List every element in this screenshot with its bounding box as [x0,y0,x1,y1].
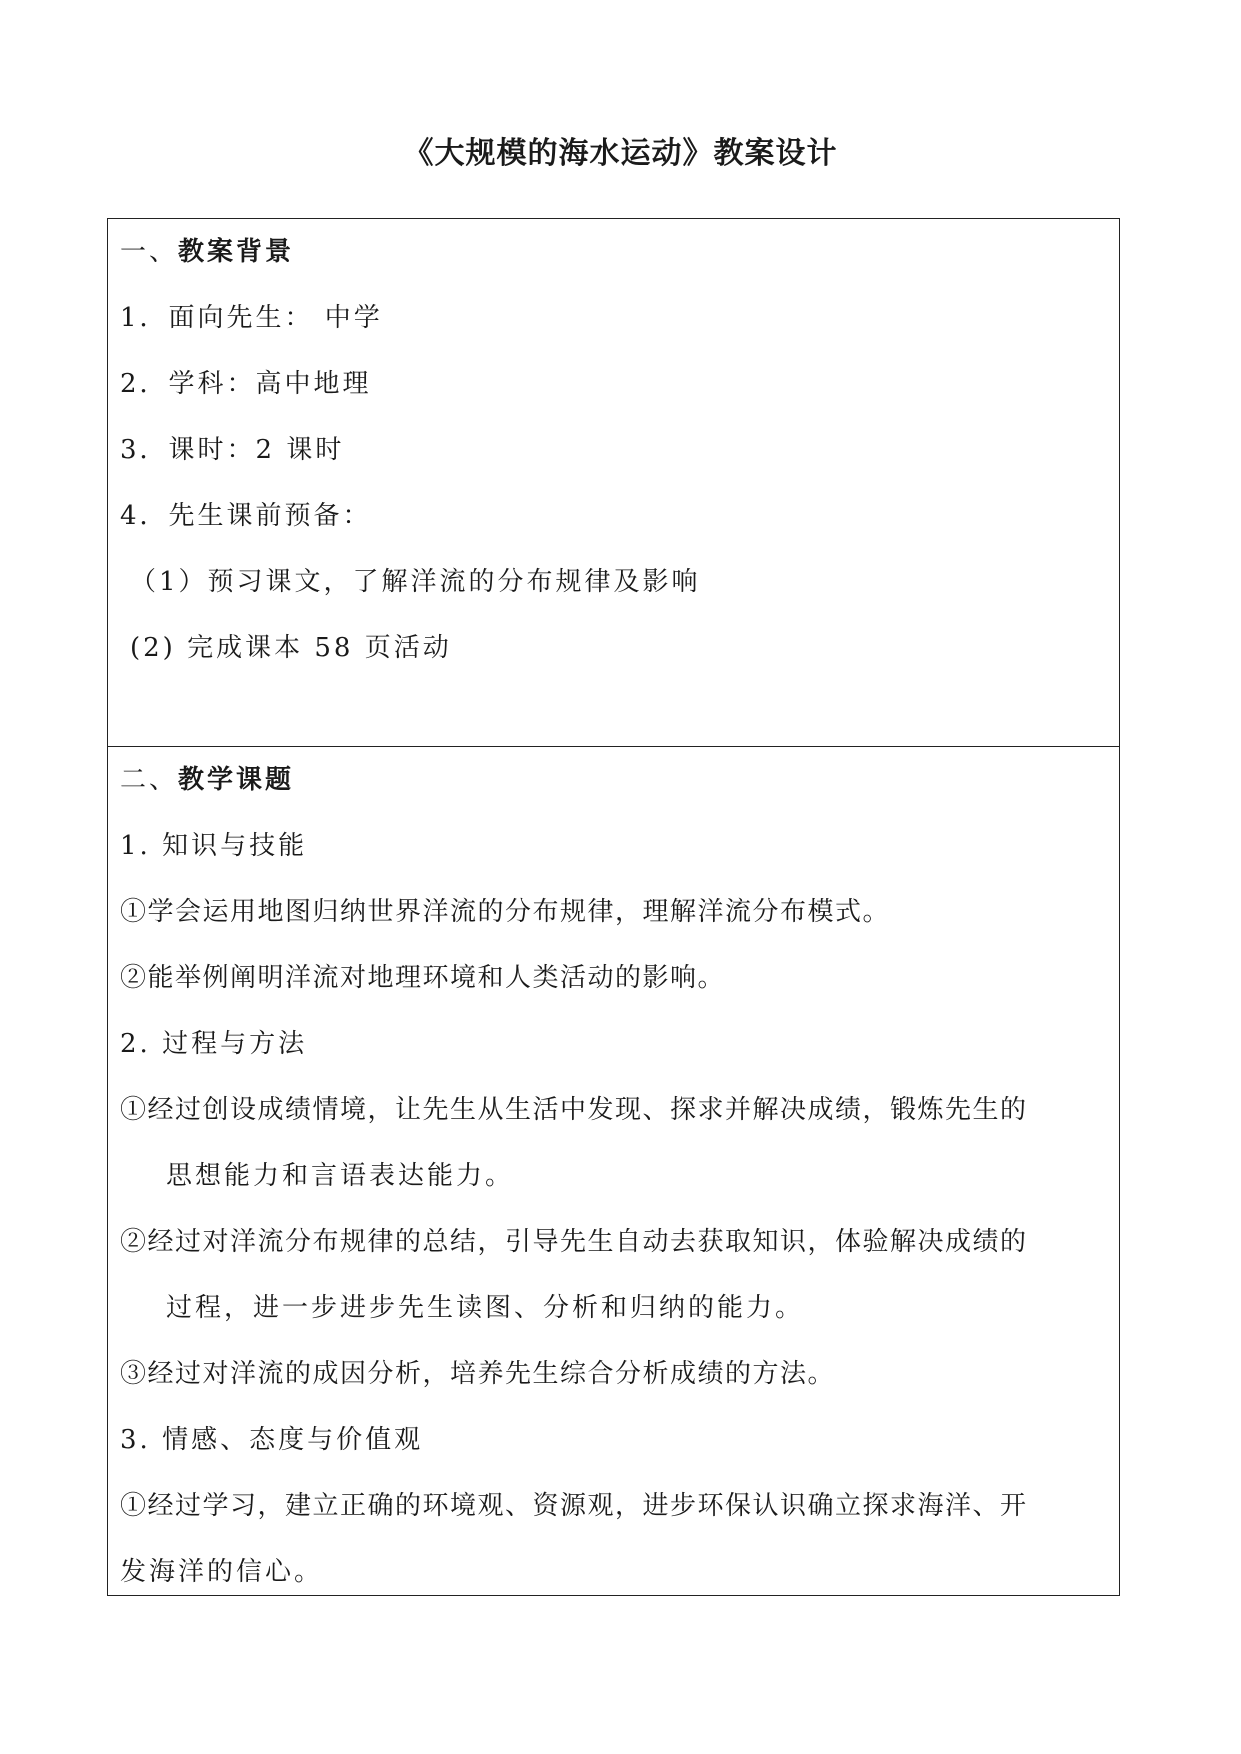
section-heading-text: 教学课题 [178,765,295,795]
list-item: ②能举例阐明洋流对地理环境和人类活动的影响。 [120,963,726,993]
section-heading [120,219,1109,285]
list-item: 3．课时：2 课时 [120,435,345,465]
section-heading [120,747,1109,813]
section-number: 一、 [120,237,179,267]
list-item: ①学会运用地图归纳世界洋流的分布规律，理解洋流分布模式。 [120,897,891,927]
list-item: （1）预习课文，了解洋流的分布规律及影响 [130,567,701,597]
list-item: ②经过对洋流分布规律的总结，引导先生自动去获取知识，体验解决成绩的 [120,1227,1028,1257]
section-heading-text: 教案背景 [178,237,295,267]
list-item: 1. 知识与技能 [120,831,308,861]
list-item: ①经过学习，建立正确的环境观、资源观，进步环保认识确立探求海洋、开 [120,1491,1028,1521]
section-lesson-background [108,219,1119,747]
list-item: 2．学科：高中地理 [120,369,372,399]
section-number: 二、 [120,765,179,795]
list-item-continuation: 思想能力和言语表达能力。 [166,1161,515,1191]
list-item: 1．面向先生： 中学 [120,303,383,333]
document-title: 《大规模的海水运动》教案设计 [403,136,838,171]
list-item: 3. 情感、态度与价值观 [120,1425,424,1455]
list-item: (2) 完成课本 58 页活动 [130,633,452,663]
lesson-plan-table [107,218,1120,1596]
section-teaching-topic [108,747,1119,1595]
list-item: ①经过创设成绩情境，让先生从生活中发现、探求并解决成绩，锻炼先生的 [120,1095,1028,1125]
list-item: 4．先生课前预备： [120,501,372,531]
list-item: ③经过对洋流的成因分析，培养先生综合分析成绩的方法。 [120,1359,836,1389]
list-item: 2. 过程与方法 [120,1029,308,1059]
list-item-continuation: 发海洋的信心。 [120,1557,324,1587]
list-item-continuation: 过程，进一步进步先生读图、分析和归纳的能力。 [166,1293,805,1323]
